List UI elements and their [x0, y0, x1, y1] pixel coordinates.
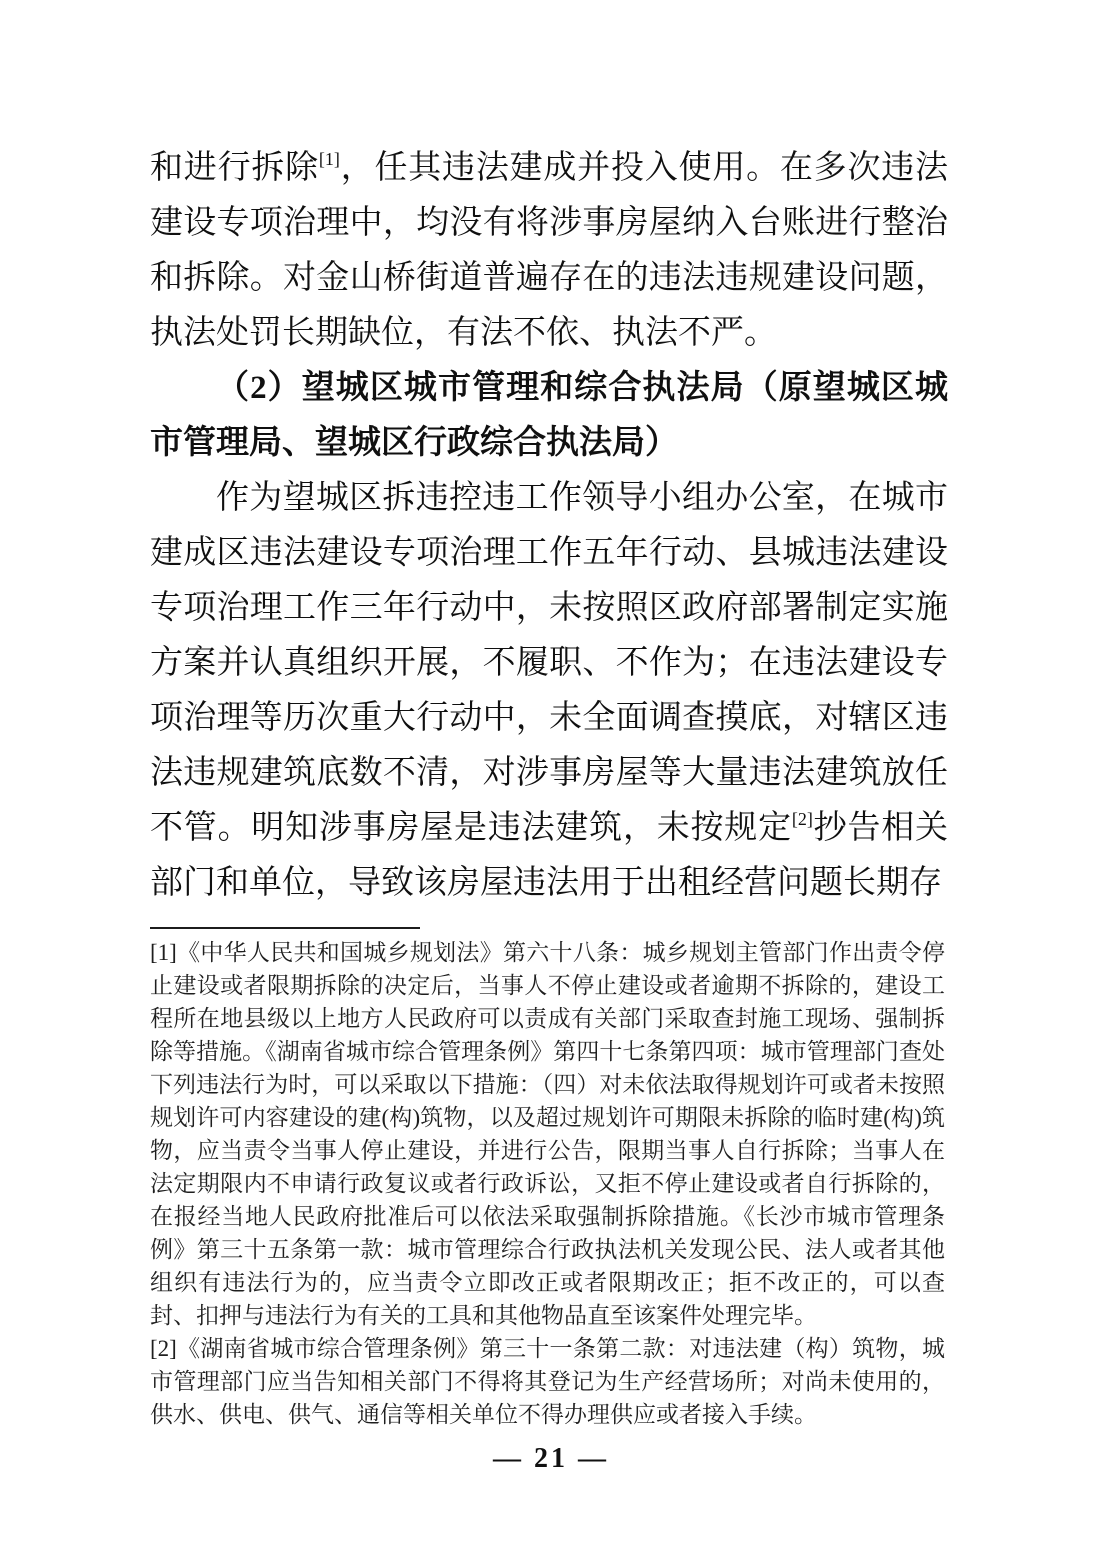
footnote-separator: [150, 927, 420, 929]
footnote-1: [1]《中华人民共和国城乡规划法》第六十八条：城乡规划主管部门作出责令停止建设或者限期拆除的决定后，当事人不停止建设或者逾期不拆除的，建设工程所在地县级以上地方人民政府可以责成有关部门采取查封施工现场、强制拆除等措施。《湖南省城市综合管理条例》第四十七条第四项：城市管理部门查处下列违法行为时，可以采取以下措施：（四）对未依法取得规划许可或者未按照规划许可内容建设的建(构)筑物，以及超过规划许可期限未拆除的临时建(构)筑物，应当责令当事人停止建设，并进行公告，限期当事人自行拆除；当事人在法定期限内不申请行政复议或者行政诉讼，又拒不停止建设或者自行拆除的，在报经当地人民政府批准后可以依法采取强制拆除措施。《长沙市城市管理条例》第三十五条第一款：城市管理综合行政执法机关发现公民、法人或者其他组织有违法行为的，应当责令立即改正或者限期改正；拒不改正的，可以查封、扣押与违法行为有关的工具和其他物品直至该案件处理完毕。: [150, 940, 945, 1328]
paragraph-text: 抄告相关部门和单位，导致该房屋违法用于出租经营问题长期存: [150, 810, 949, 901]
footnotes-section: [150, 936, 945, 1431]
body-paragraph-continued: [150, 141, 948, 361]
page-number: — 21 —: [493, 1443, 609, 1474]
paragraph-text: ，任其违法建成并投入使用。在多次违法建设专项治理中，均没有将涉事房屋纳入台账进行整治和拆除。对金山桥街道普遍存在的违法违规建设问题，执法处罚长期缺位，有法不依、执法不严。: [150, 150, 949, 351]
footnote-ref-2: [2]: [791, 809, 813, 829]
footnote-2: [2]《湖南省城市综合管理条例》第三十一条第二款：对违法建（构）筑物，城市管理部门应当告知相关部门不得将其登记为生产经营场所；对尚未使用的，供水、供电、供气、通信等相关单位不得办理供应或者接入手续。: [150, 1336, 945, 1427]
paragraph-text: 作为望城区拆违控违工作领导小组办公室，在城市建成区违法建设专项治理工作五年行动、县城违法建设专项治理工作三年行动中，未按照区政府部署制定实施方案并认真组织开展，不履职、不作为；在违法建设专项治理等历次重大行动中，未全面调查摸底，对辖区违法违规建筑底数不清，对涉事房屋等大量违法建筑放任不管。明知涉事房屋是违法建筑，未按规定: [150, 480, 948, 846]
section-heading: （2）望城区城市管理和综合执法局（原望城区城市管理局、望城区行政综合执法局）: [150, 370, 948, 461]
footnote-ref-1: [1]: [318, 149, 340, 169]
page-content: [150, 141, 948, 911]
paragraph-text: 和进行拆除: [150, 150, 319, 186]
body-paragraph: [150, 471, 948, 911]
